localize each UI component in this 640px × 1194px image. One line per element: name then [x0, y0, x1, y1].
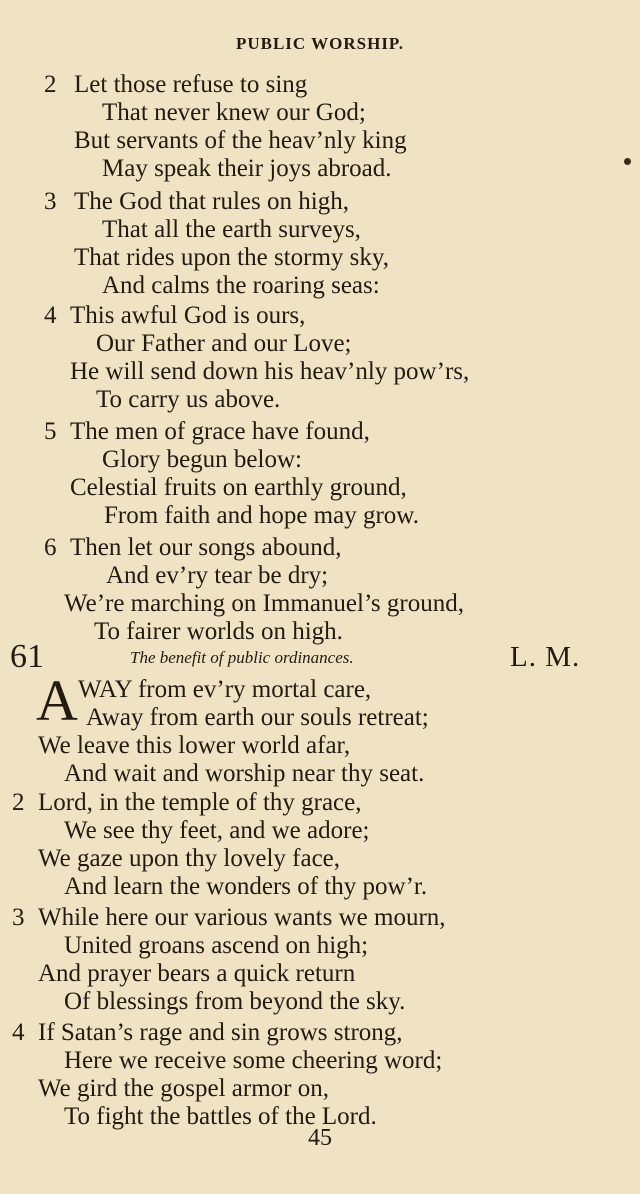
verse-number: 2 — [12, 789, 25, 816]
verse-line: We see thy feet, and we adore; — [64, 817, 370, 844]
verse-line: Here we receive some cheering word; — [64, 1047, 443, 1074]
verse-line: And wait and worship near thy seat. — [64, 760, 425, 787]
verse-line: But servants of the heav’nly king — [74, 127, 407, 154]
verse-line: That all the earth surveys, — [102, 216, 361, 243]
verse-line: That never knew our God; — [102, 99, 366, 126]
verse-line: We leave this lower world afar, — [38, 732, 351, 759]
verse-line: We gaze upon thy lovely face, — [38, 845, 341, 872]
running-header: PUBLIC WORSHIP. — [235, 34, 405, 53]
verse-line: That rides upon the stormy sky, — [74, 244, 390, 271]
verse-line: Away from earth our souls retreat; — [86, 704, 429, 731]
verse-line: We’re marching on Immanuel’s ground, — [64, 590, 464, 617]
hymn-number: 61 — [10, 638, 44, 675]
verse-number: 3 — [44, 188, 57, 215]
verse-line: To fairer worlds on high. — [94, 618, 343, 645]
verse-number: 2 — [44, 71, 57, 98]
verse-number: 4 — [44, 302, 57, 329]
verse-line: Lord, in the temple of thy grace, — [38, 789, 362, 816]
verse-line: And learn the wonders of thy pow’r. — [64, 873, 428, 900]
verse-line: Of blessings from beyond the sky. — [64, 988, 406, 1015]
verse-line: Glory begun below: — [102, 446, 302, 473]
page-number: 45 — [308, 1125, 332, 1151]
verse-line: Our Father and our Love; — [96, 330, 352, 357]
hymn-meter: L. M. — [510, 641, 581, 673]
verse-line: To fight the battles of the Lord. — [64, 1103, 377, 1130]
verse-line: United groans ascend on high; — [64, 932, 369, 959]
verse-line: The God that rules on high, — [74, 188, 349, 215]
verse-line: He will send down his heav’nly pow’rs, — [70, 358, 470, 385]
verse-number: 3 — [12, 904, 25, 931]
verse-line: From faith and hope may grow. — [104, 502, 419, 529]
verse-line: Let those refuse to sing — [74, 71, 308, 98]
verse-line: And prayer bears a quick return — [38, 960, 356, 987]
verse-line: To carry us above. — [96, 386, 281, 413]
verse-line: The men of grace have found, — [70, 418, 370, 445]
verse-line: If Satan’s rage and sin grows strong, — [38, 1019, 403, 1046]
hymn-title: The benefit of public ordinances. — [130, 648, 354, 667]
margin-mark — [624, 158, 631, 165]
verse-line: And ev’ry tear be dry; — [106, 562, 329, 589]
verse-line: While here our various wants we mourn, — [38, 904, 446, 931]
verse-line: Celestial fruits on earthly ground, — [70, 474, 407, 501]
verse-number: 4 — [12, 1019, 25, 1046]
verse-line: And calms the roaring seas: — [102, 272, 380, 299]
verse-number: 6 — [44, 534, 57, 561]
verse-line: Then let our songs abound, — [70, 534, 342, 561]
verse-number: 5 — [44, 418, 57, 445]
verse-line: May speak their joys abroad. — [102, 155, 392, 182]
verse-line: This awful God is ours, — [70, 302, 306, 329]
drop-cap: A — [36, 668, 78, 733]
verse-line: WAY from ev’ry mortal care, — [78, 676, 372, 703]
verse-line: We gird the gospel armor on, — [38, 1075, 329, 1102]
